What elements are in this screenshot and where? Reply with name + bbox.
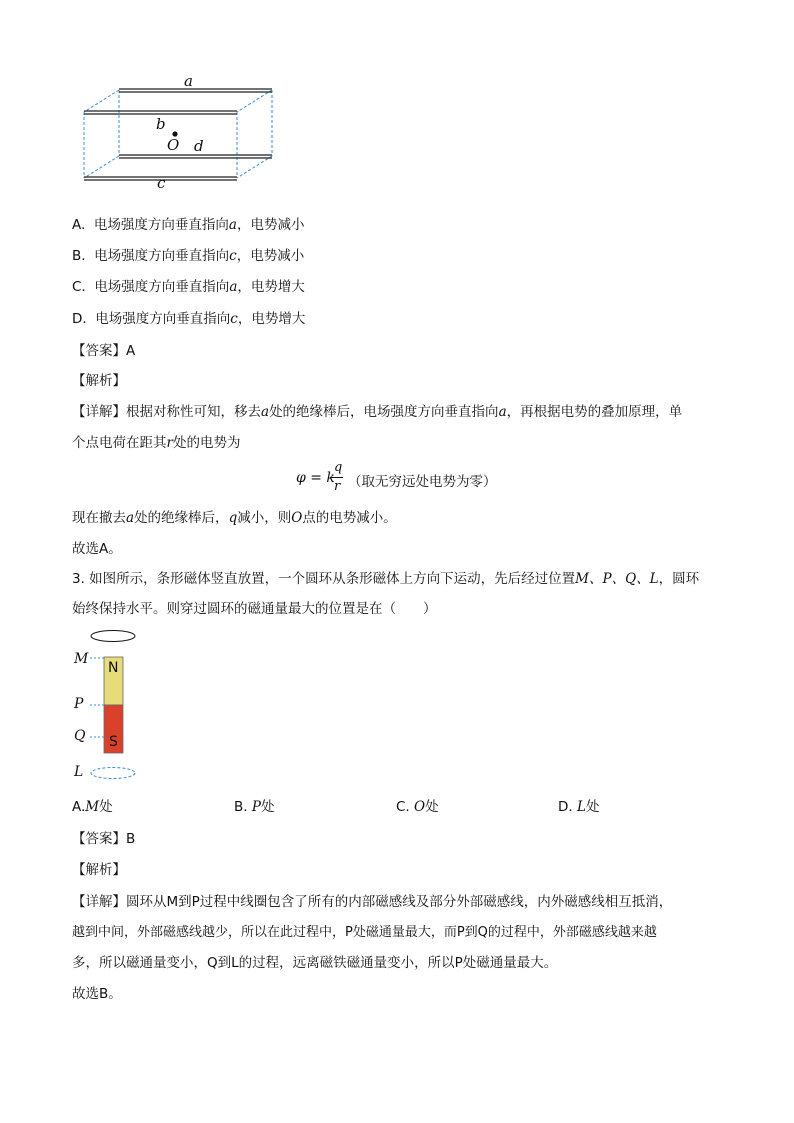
fraction-bar	[331, 477, 343, 478]
ring-top	[91, 631, 135, 642]
magnet-diagram	[72, 624, 162, 784]
q3-detail-line1: 【详解】圆环从M到P过程中线圈包含了所有的内部磁感线及部分外部磁感线，内外磁感线相互抵消，	[72, 894, 673, 910]
q3-stem-line1: 3. 如图所示，条形磁体竖直放置，一个圆环从条形磁体上方向下运动，先后经过位置M、P、Q、L，圆环	[72, 571, 700, 587]
label-c: c	[157, 174, 166, 192]
q2-option-c: C. 电场强度方向垂直指向a，电势增大	[72, 279, 305, 295]
label-o: O	[167, 136, 180, 154]
formula-numerator: q	[334, 460, 343, 475]
label-q: Q	[74, 728, 86, 744]
label-m: M	[74, 651, 89, 667]
q3-detail-line2: 越到中间，外部磁感线越少，所以在此过程中，P处磁通量最大，而P到Q的过程中，外部磁感线越来越	[72, 925, 657, 940]
label-n: N	[108, 660, 119, 676]
q3-option-a: A.M处	[72, 799, 113, 815]
rods-box-diagram	[72, 70, 292, 195]
q3-conclusion: 故选B。	[72, 986, 122, 1002]
formula-note: （取无穷远处电势为零）	[348, 474, 497, 490]
q2-option-a: A. 电场强度方向垂直指向a，电势减小	[72, 217, 305, 233]
figure-rods-box	[72, 70, 292, 195]
q2-option-b: B. 电场强度方向垂直指向c，电势减小	[72, 248, 305, 264]
q2-answer: 【答案】A	[72, 343, 136, 359]
q2-option-d: D. 电场强度方向垂直指向c，电势增大	[72, 311, 306, 327]
q3-stem-line2: 始终保持水平。则穿过圆环的磁通量最大的位置是在（ ）	[72, 601, 437, 617]
ring-bottom-l	[91, 768, 135, 779]
q3-detail-line3: 多，所以磁通量变小，Q到L的过程，远离磁铁磁通量变小，所以P处磁通量最大。	[72, 955, 558, 971]
q2-conclusion: 故选A。	[72, 541, 122, 557]
label-d: d	[194, 137, 204, 155]
q2-detail-line3: 现在撤去a处的绝缘棒后，q减小，则O点的电势减小。	[72, 510, 397, 526]
q2-detail-line2: 个点电荷在距其r处的电势为	[72, 435, 241, 451]
label-a: a	[184, 72, 193, 90]
formula-denominator: r	[334, 479, 341, 494]
label-b: b	[156, 115, 166, 133]
q2-detail-line1: 【详解】根据对称性可知，移去a处的绝缘棒后，电场强度方向垂直指向a，再根据电势的叠加原理，单	[72, 404, 683, 420]
label-s: S	[109, 734, 118, 750]
q2-analysis-tag: 【解析】	[72, 373, 126, 389]
formula-lhs: φ = k	[296, 470, 335, 486]
label-p: P	[74, 696, 84, 712]
q3-option-b: B. P处	[234, 799, 275, 815]
q3-option-d: D. L处	[558, 799, 600, 815]
q3-answer: 【答案】B	[72, 831, 136, 847]
label-l: L	[74, 764, 84, 780]
q3-analysis-tag: 【解析】	[72, 862, 126, 878]
q3-option-c: C. O处	[396, 799, 439, 815]
figure-bar-magnet	[72, 624, 162, 784]
